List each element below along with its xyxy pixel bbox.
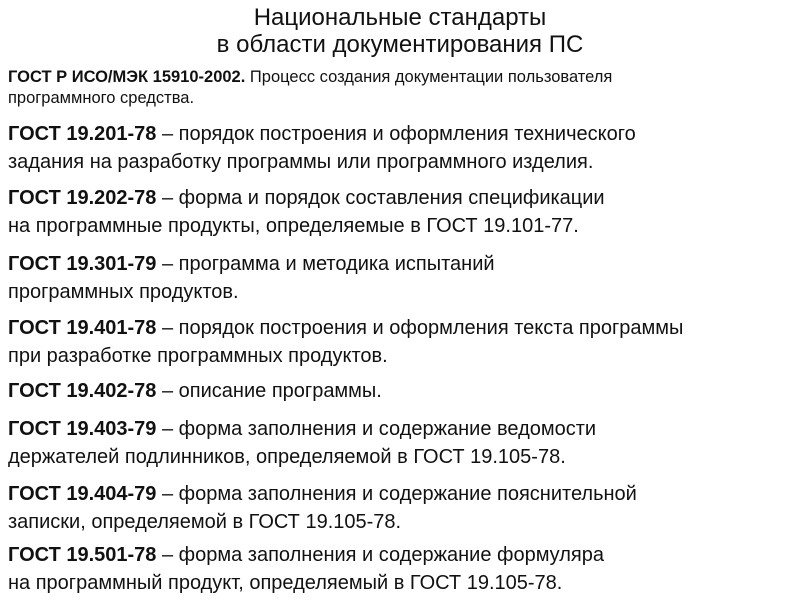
standard-entry bbox=[8, 120, 792, 176]
standard-description: – программа и методика испытаний bbox=[156, 253, 495, 275]
standard-entry bbox=[8, 377, 792, 405]
title-line-1: Национальные стандарты bbox=[253, 4, 547, 31]
page-title bbox=[0, 4, 800, 58]
standard-code: ГОСТ 19.301-79 bbox=[8, 253, 157, 275]
standard-code: ГОСТ 19.404-79 bbox=[8, 483, 157, 505]
standard-entry bbox=[8, 541, 792, 597]
standard-description: – порядок построения и оформления технического bbox=[156, 123, 636, 145]
standard-code: ГОСТ 19.403-79 bbox=[8, 418, 157, 440]
standard-description: – форма и порядок составления спецификации bbox=[156, 187, 605, 209]
standard-description: – форма заполнения и содержание пояснительной bbox=[156, 483, 637, 505]
entry-line-1 bbox=[8, 480, 792, 508]
standard-code: ГОСТ 19.402-78 bbox=[8, 380, 157, 402]
standard-entry bbox=[8, 314, 792, 370]
standard-description: – описание программы. bbox=[156, 380, 382, 402]
entry-line-2: на программный продукт, определяемый в ГОСТ 19.105-78. bbox=[8, 572, 563, 594]
entry-line-1 bbox=[8, 541, 792, 569]
standard-code: ГОСТ 19.201-78 bbox=[8, 123, 157, 145]
entry-line-1 bbox=[8, 67, 792, 88]
standard-code: ГОСТ 19.401-78 bbox=[8, 317, 157, 339]
entry-line-1 bbox=[8, 120, 792, 148]
standard-code: ГОСТ 19.501-78 bbox=[8, 544, 157, 566]
standard-entry bbox=[8, 250, 792, 306]
entry-line-1 bbox=[8, 184, 792, 212]
standard-description: – форма заполнения и содержание ведомости bbox=[156, 418, 597, 440]
title-line-2: в области документирования ПС bbox=[216, 31, 584, 58]
entry-line-1 bbox=[8, 250, 792, 278]
entry-line-2: держателей подлинников, определяемой в ГОСТ 19.105-78. bbox=[8, 446, 566, 468]
standard-description: – порядок построения и оформления текста программы bbox=[156, 317, 684, 339]
entry-line-2: записки, определяемой в ГОСТ 19.105-78. bbox=[8, 511, 402, 533]
standard-entry bbox=[8, 480, 792, 536]
entry-line-2: задания на разработку программы или программного изделия. bbox=[8, 151, 594, 173]
standard-entry bbox=[8, 415, 792, 471]
entry-line-2: программного средства. bbox=[8, 89, 195, 107]
standard-description: – форма заполнения и содержание формуляра bbox=[156, 544, 604, 566]
standard-code: ГОСТ 19.202-78 bbox=[8, 187, 157, 209]
entry-line-2: программных продуктов. bbox=[8, 281, 239, 303]
standard-entry bbox=[8, 184, 792, 240]
entry-line-2: на программные продукты, определяемые в ГОСТ 19.101-77. bbox=[8, 215, 579, 237]
entry-line-1 bbox=[8, 377, 792, 405]
standard-entry bbox=[8, 67, 792, 109]
entry-line-2: при разработке программных продуктов. bbox=[8, 345, 388, 367]
entry-line-1 bbox=[8, 314, 792, 342]
standard-description: Процесс создания документации пользователя bbox=[245, 68, 613, 86]
entry-line-1 bbox=[8, 415, 792, 443]
standard-code: ГОСТ Р ИСО/МЭК 15910-2002. bbox=[8, 68, 246, 86]
